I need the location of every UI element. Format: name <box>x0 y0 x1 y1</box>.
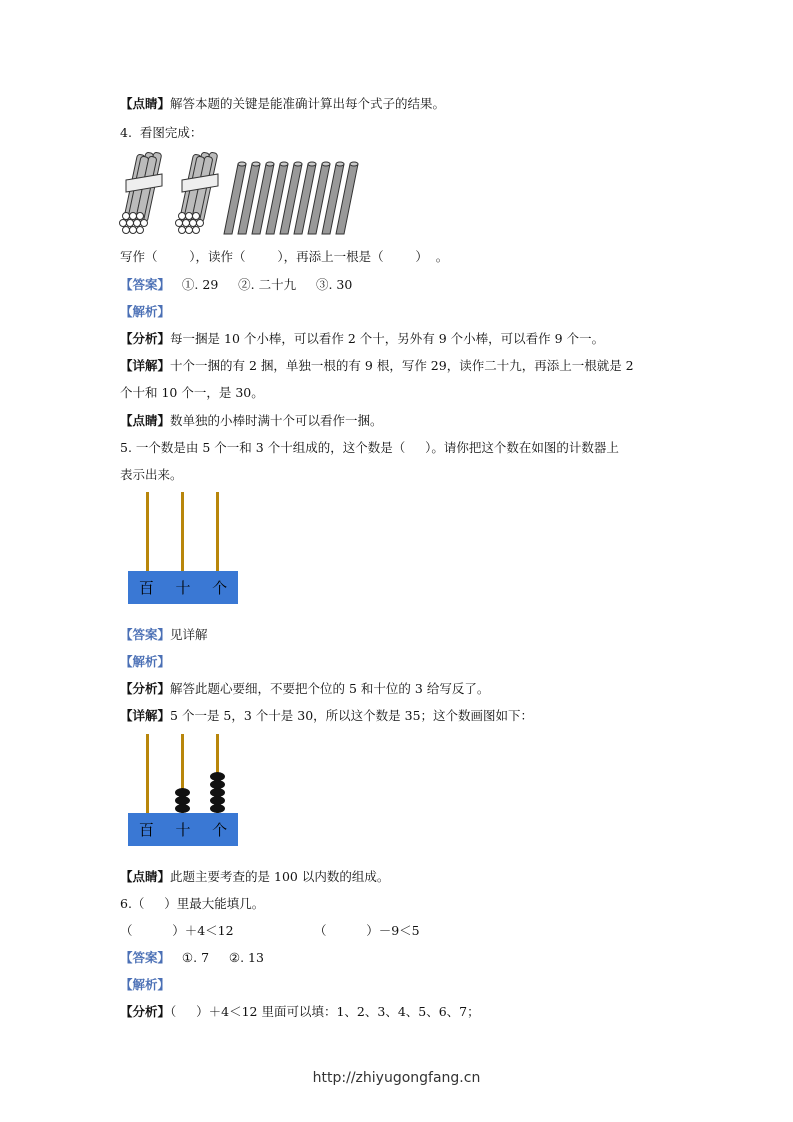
single-sticks <box>224 162 358 234</box>
fenxi-tag: 【分析】 <box>120 1004 171 1019</box>
abacus-label-tens: 十 <box>175 821 191 839</box>
abacus-label-tens: 十 <box>175 579 191 597</box>
abacus-blank <box>128 492 238 604</box>
abacus-answer <box>128 734 238 846</box>
abacus-base <box>128 813 238 846</box>
detail-tag: 【详解】 <box>120 358 171 373</box>
q6-analysis <box>120 976 170 994</box>
q6-fenxi <box>120 1003 480 1021</box>
analysis-tag: 【解析】 <box>120 654 171 669</box>
abacus-label-hundreds: 百 <box>138 821 154 839</box>
abacus-label-hundreds: 百 <box>138 579 154 597</box>
abacus-label-ones: 个 <box>212 579 228 597</box>
fenxi-tag: 【分析】 <box>120 331 171 346</box>
fenxi-text: 解答此题心要细，不要把个位的 5 和十位的 3 给写反了。 <box>170 681 490 696</box>
answer-tag: 【答案】 <box>120 950 171 965</box>
tip-tag: 【点睛】 <box>120 869 171 884</box>
q4-answer <box>120 276 352 294</box>
analysis-tag: 【解析】 <box>120 304 171 319</box>
q5-analysis <box>120 653 170 671</box>
q6-expr-1: （ ）＋4＜12 <box>120 923 234 938</box>
q4-detail-cont: 个十和 10 个一，是 30。 <box>120 385 264 400</box>
stick-bundle-2 <box>176 152 219 234</box>
tip-tag: 【点睛】 <box>120 96 171 111</box>
abacus-rod <box>216 492 219 572</box>
detail-tag: 【详解】 <box>120 708 171 723</box>
answer-text: ①. 29 ②. 二十九 ③. 30 <box>170 277 353 292</box>
abacus-label-ones: 个 <box>212 821 228 839</box>
sticks-illustration <box>118 150 363 240</box>
q4-detail <box>120 357 634 375</box>
tip-text: 此题主要考查的是 100 以内数的组成。 <box>170 869 390 884</box>
footer-url: http://zhiyugongfang.cn <box>312 1070 481 1086</box>
q5-question-cont: 表示出来。 <box>120 467 183 482</box>
answer-text: 见详解 <box>170 627 208 642</box>
abacus-rod <box>181 492 184 572</box>
q4-fenxi <box>120 330 604 348</box>
q6-question: 6.（ ）里最大能填几。 <box>120 896 265 911</box>
answer-tag: 【答案】 <box>120 627 171 642</box>
abacus-base <box>128 571 238 604</box>
answer-tag: 【答案】 <box>120 277 171 292</box>
analysis-tag: 【解析】 <box>120 977 171 992</box>
abacus-rod <box>146 492 149 572</box>
fenxi-tag: 【分析】 <box>120 681 171 696</box>
q5-fenxi <box>120 680 489 698</box>
q5-answer <box>120 626 208 644</box>
stick-bundle-1 <box>120 152 163 234</box>
q5-detail <box>120 707 533 725</box>
tip-tag: 【点睛】 <box>120 413 171 428</box>
q3-tip <box>120 95 445 113</box>
q4-question: 4. 看图完成： <box>120 125 203 140</box>
q4-analysis <box>120 303 170 321</box>
q5-tip <box>120 868 389 886</box>
detail-text: 5 个一是 5，3 个十是 30，所以这个数是 35；这个数画图如下： <box>170 708 534 723</box>
tip-text: 解答本题的关键是能准确计算出每个式子的结果。 <box>170 96 446 111</box>
fenxi-text: （ ）＋4＜12 里面可以填：1、2、3、4、5、6、7； <box>170 1004 480 1019</box>
q6-answer <box>120 949 264 967</box>
q5-question: 5. 一个数是由 5 个一和 3 个十组成的，这个数是（ ）。请你把这个数在如图的计数器上 <box>120 440 619 455</box>
answer-text: ①. 7 ②. 13 <box>170 950 264 965</box>
abacus-rod <box>146 734 149 814</box>
q4-fill-line: 写作（ ），读作（ ），再添上一根是（ ） 。 <box>120 249 449 264</box>
tip-text: 数单独的小棒时满十个可以看作一捆。 <box>170 413 383 428</box>
abacus-bead <box>175 804 190 813</box>
q6-expr-2: （ ）－9＜5 <box>314 923 420 938</box>
detail-text: 十个一捆的有 2 捆，单独一根的有 9 根，写作 29，读作二十九，再添上一根就是 2 <box>170 358 634 373</box>
abacus-bead <box>210 804 225 813</box>
q4-tip <box>120 412 383 430</box>
fenxi-text: 每一捆是 10 个小棒，可以看作 2 个十，另外有 9 个小棒，可以看作 9 个一。 <box>170 331 605 346</box>
